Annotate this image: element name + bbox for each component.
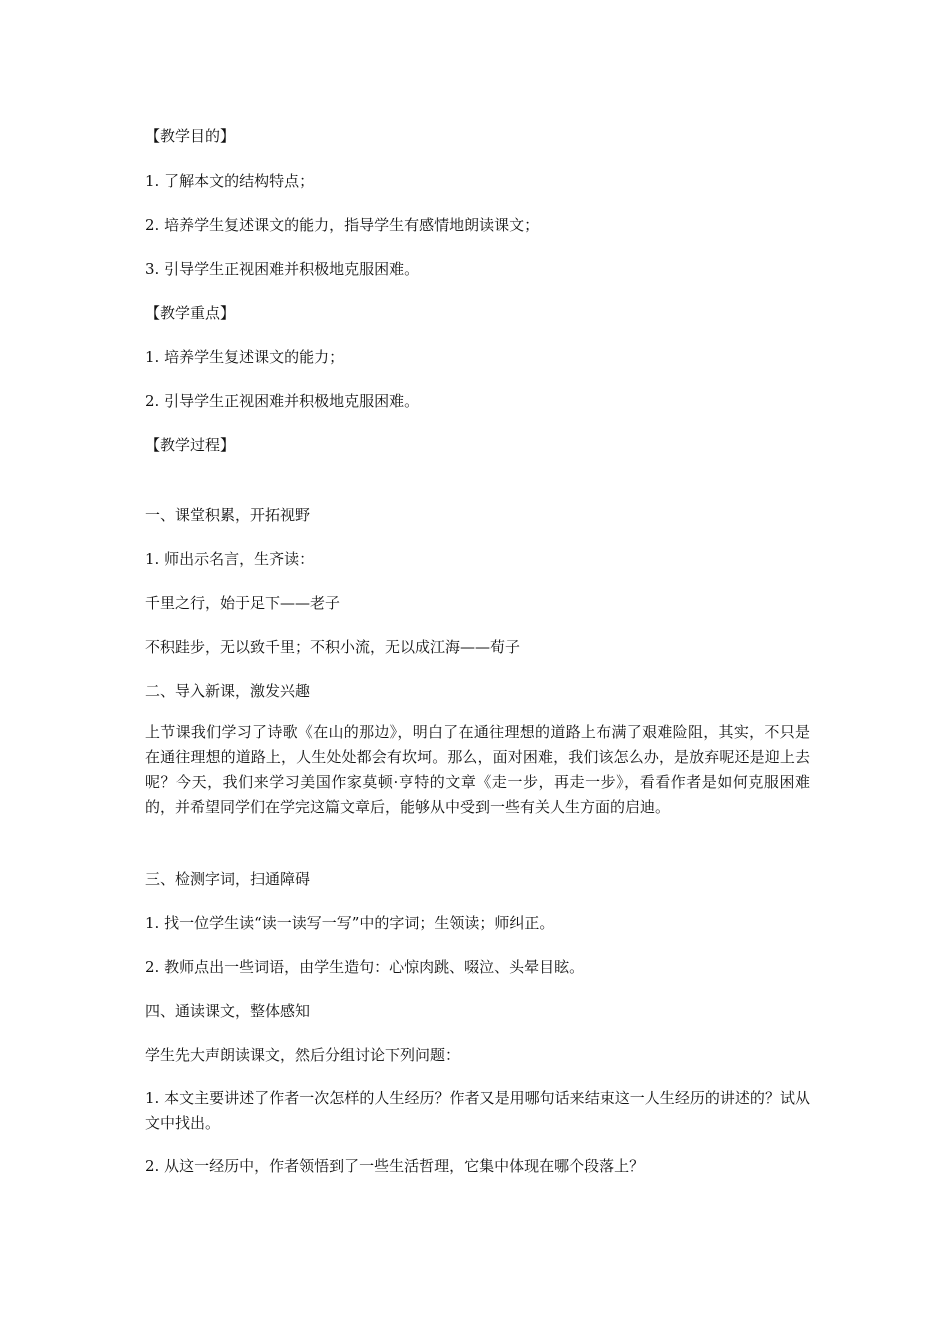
key-point-item-1: 1. 培养学生复述课文的能力； (145, 348, 345, 366)
quote-xunzi: 不积跬步，无以致千里；不积小流，无以成江海——荀子 (145, 638, 521, 656)
section-4-question-2: 2. 从这一经历中，作者领悟到了一些生活哲理，它集中体现在哪个段落上？ (145, 1157, 645, 1175)
section-1-title: 一、课堂积累，开拓视野 (145, 506, 311, 524)
objective-item-1: 1. 了解本文的结构特点； (145, 172, 315, 190)
process-heading: 【教学过程】 (145, 436, 236, 454)
objectives-heading: 【教学目的】 (145, 127, 236, 145)
key-point-item-2: 2. 引导学生正视困难并积极地克服困难。 (145, 392, 420, 410)
section-3-title: 三、检测字词，扫通障碍 (145, 870, 311, 888)
section-2-title: 二、导入新课，激发兴趣 (145, 682, 311, 700)
section-4-question-1: 1. 本文主要讲述了作者一次怎样的人生经历？作者又是用哪句话来结束这一人生经历的讲述的？试从文中找出。 (145, 1089, 810, 1132)
quote-laozi: 千里之行，始于足下——老子 (145, 594, 341, 612)
section-3-item-2: 2. 教师点出一些词语，由学生造句：心惊肉跳、啜泣、头晕目眩。 (145, 958, 585, 976)
section-4-title: 四、通读课文，整体感知 (145, 1002, 311, 1020)
objective-item-3: 3. 引导学生正视困难并积极地克服困难。 (145, 260, 420, 278)
objective-item-2: 2. 培养学生复述课文的能力，指导学生有感情地朗读课文； (145, 216, 540, 234)
section-2-paragraph: 上节课我们学习了诗歌《在山的那边》，明白了在通往理想的道路上布满了艰难险阻，其实，不只是在通往理想的道路上，人生处处都会有坎坷。那么，面对困难，我们该怎么办，是放弃呢还是迎上去呢？今天，我们来学习美国作家莫顿·亨特的文章《走一步，再走一步》，看看作者是如何克服困难的，并希望同学们在学完这篇文章后，能够从中受到一些有关人生方面的启迪。 (145, 723, 810, 816)
key-points-heading: 【教学重点】 (145, 304, 236, 322)
section-1-step: 1. 师出示名言，生齐读： (145, 550, 315, 568)
section-4-intro: 学生先大声朗读课文，然后分组讨论下列问题： (145, 1046, 461, 1064)
section-3-item-1: 1. 找一位学生读“读一读写一写”中的字词；生领读；师纠正。 (145, 914, 555, 932)
